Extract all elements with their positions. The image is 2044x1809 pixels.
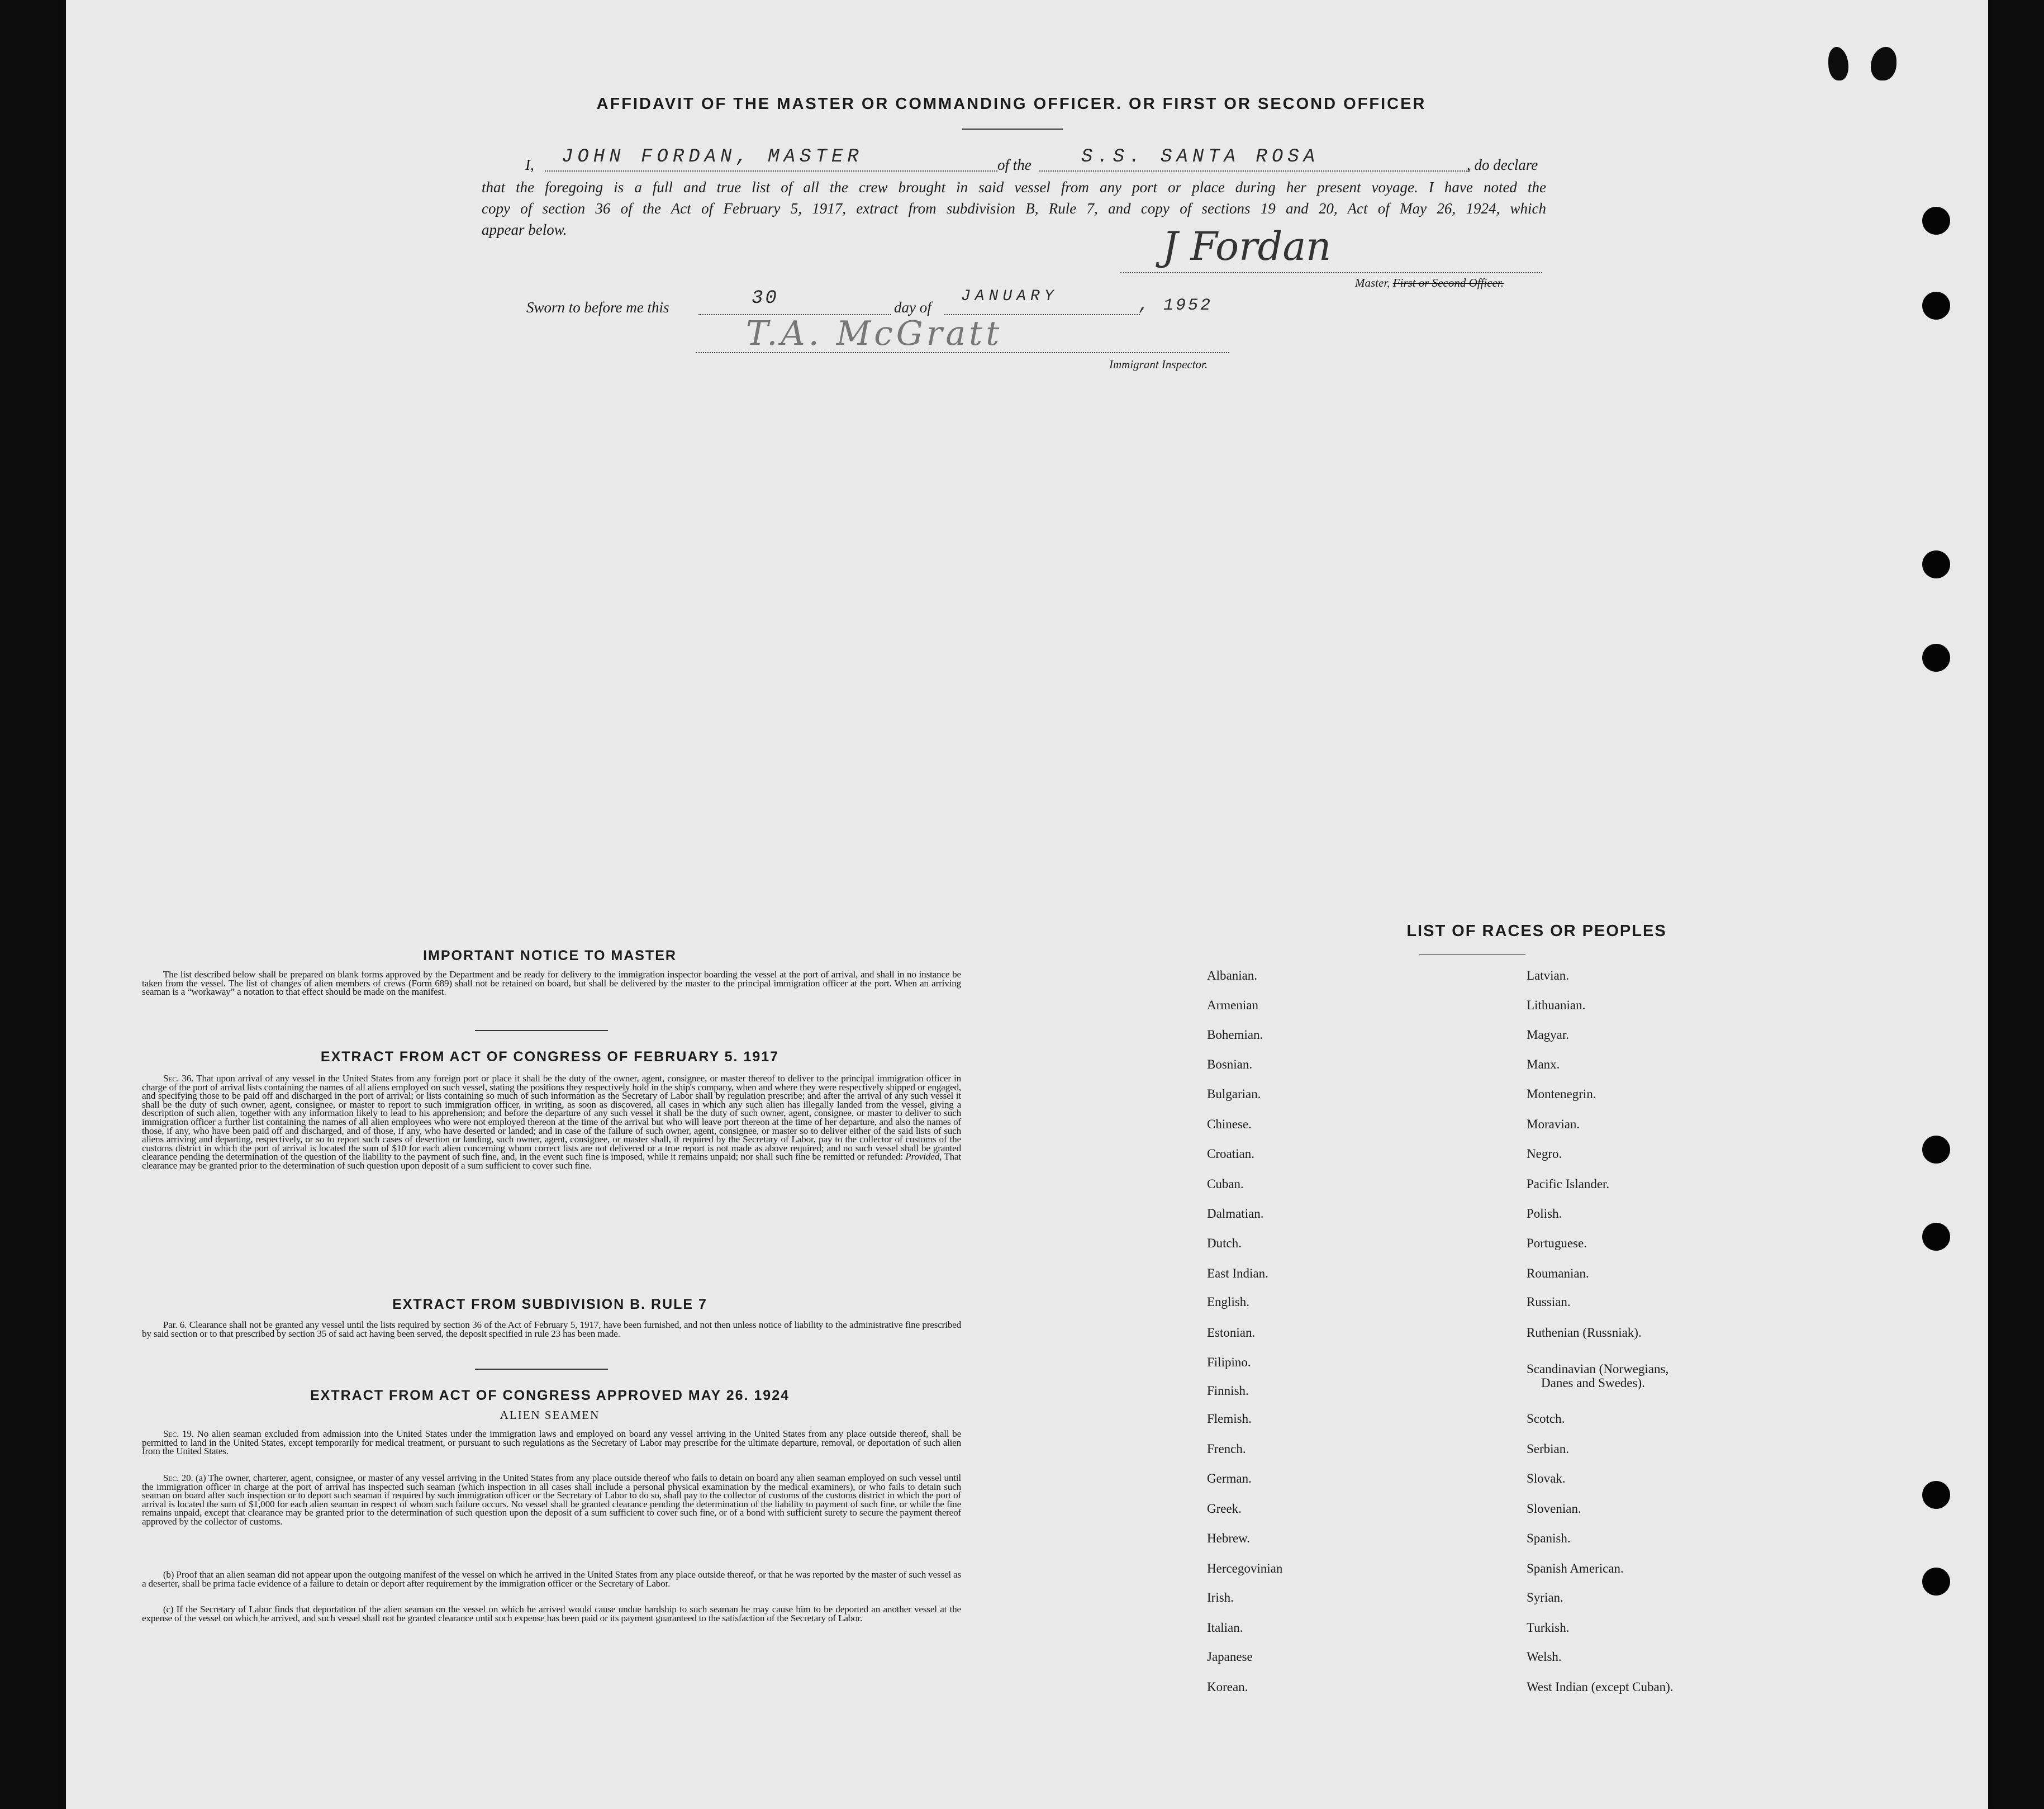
race-item: Japanese (1207, 1650, 1253, 1664)
race-item: Bosnian. (1207, 1057, 1253, 1071)
race-item: Finnish. (1207, 1384, 1249, 1398)
race-item: Slovenian. (1527, 1502, 1581, 1516)
document-page (66, 0, 1988, 1809)
affidavit-line1-prefix: I, (525, 156, 534, 173)
sec20a-body: (a) The owner, charterer, agent, consignee, or master of any vessel arriving in the United States from any place outside thereof who fails to detain on board any alien seaman employed on such vessel until the immigration officer in charge at the port of arrival has inspected such seaman (which inspection in all cases shall include a personal physical examination by the medical examiners), or who fails to detain such seaman on board after such inspection or to deport such seaman if required by such immigration officer or the Secretary of Labor to do so, shall pay to the collector of customs of the customs district in which the port of arrival is located the sum of $1,000 for each alien seaman in respect of whom such failure occurs. No vessel shall be granted clearance pending the determination of the liability to payment of such fine, or while the fine remains unpaid, except that clearance may be granted prior to the determination of such question upon the deposit of a sum sufficient to cover such fine, or of a bond with sufficient surety to secure the payment thereof approved by the collector of customs. (142, 1473, 961, 1527)
race-item: Bohemian. (1207, 1028, 1263, 1042)
affidavit-body-line4: appear below. (482, 221, 567, 238)
race-item: Spanish American. (1527, 1561, 1624, 1575)
race-item: Latvian. (1527, 968, 1569, 982)
race-item: Irish. (1207, 1590, 1234, 1604)
race-item: Dutch. (1207, 1236, 1242, 1250)
race-item: East Indian. (1207, 1266, 1268, 1280)
race-item: Scotch. (1527, 1412, 1565, 1426)
punch-hole (1922, 550, 1950, 578)
sec20a-text (142, 1474, 961, 1526)
punch-hole (1922, 207, 1950, 235)
divider (475, 1030, 608, 1031)
race-item: Syrian. (1527, 1590, 1563, 1604)
races-title: LIST OF RACES OR PEOPLES (1406, 922, 1667, 940)
sec19-body: No alien seaman excluded from admission into the United States under the immigration laws and employed on board any vessel arriving in the United States from any place outside thereof, shall be permitted to land in the United States, except temporarily for medical treatment, or pursuant to such regulations as the Secretary of Labor may prescribe for the ultimate departure, removal, or deportation of such alien from the United States. (142, 1428, 961, 1457)
race-item: Hebrew. (1207, 1531, 1251, 1545)
race-item: Turkish. (1527, 1621, 1570, 1635)
race-item: Manx. (1527, 1057, 1560, 1071)
signature-line (1120, 272, 1542, 273)
race-item: Roumanian. (1527, 1266, 1589, 1280)
race-item: Korean. (1207, 1680, 1248, 1694)
race-item: Italian. (1207, 1621, 1243, 1635)
race-item: Cuban. (1207, 1177, 1244, 1191)
inspector-signature: T.A. McGratt (746, 314, 1003, 353)
punch-hole (1922, 1568, 1950, 1596)
inspector-line (696, 352, 1229, 353)
race-item: Polish. (1527, 1207, 1562, 1221)
race-item: Spanish. (1527, 1531, 1571, 1545)
sworn-day-of: day of (894, 299, 931, 316)
punch-hole (1922, 292, 1950, 320)
race-item: Negro. (1527, 1147, 1562, 1161)
officer-label-struck: First or Second Officer. (1392, 276, 1504, 289)
notice-text: The list described below shall be prepared on blank forms approved by the Department and be ready for delivery to the immigration inspector boarding the vessel at the port of arrival, and shall in no instance be taken from the vessel. The list of changes of alien members of crews (Form 689) shall not be retained on board, but shall be delivered by the master to the principal immigration officer at the port. When an arriving seaman is a “workaway” a notation to that effect should be made on the manifest. (142, 969, 961, 998)
extract2-title: EXTRACT FROM SUBDIVISION B. RULE 7 (392, 1297, 707, 1312)
master-signature: J Fordan (1162, 224, 1332, 269)
sec19-label: Sec. 19. (163, 1428, 194, 1439)
race-item: Moravian. (1527, 1117, 1580, 1131)
master-name-line (545, 170, 997, 172)
extract3-subtitle: ALIEN SEAMEN (500, 1408, 600, 1422)
sec20c-text: (c) If the Secretary of Labor finds that deportation of the alien seaman on the vessel on which he arrived would cause undue hardship to such seaman he may cause him to be deported an another vessel at the expense of the vessel on which he arrived, and such vessel shall not be granted clearance until such expense has been paid or its payment guaranteed to the satisfaction of the Secretary of Labor. (142, 1604, 961, 1623)
race-item: Portuguese. (1527, 1236, 1587, 1250)
extract1-title: EXTRACT FROM ACT OF CONGRESS OF FEBRUARY 5. 1917 (320, 1049, 779, 1065)
race-item: Ruthenian (Russniak). (1527, 1326, 1642, 1340)
notice-title: IMPORTANT NOTICE TO MASTER (423, 948, 677, 963)
race-item: Croatian. (1207, 1147, 1254, 1161)
sworn-prefix: Sworn to before me this (526, 299, 669, 316)
race-item: Hercegovinian (1207, 1561, 1283, 1575)
punch-hole (1922, 1223, 1950, 1251)
race-item: Serbian. (1527, 1442, 1570, 1456)
divider (475, 1369, 608, 1370)
race-item: Greek. (1207, 1502, 1242, 1516)
race-item: Armenian (1207, 998, 1258, 1012)
race-item: Magyar. (1527, 1028, 1570, 1042)
punch-hole (1922, 1481, 1950, 1509)
race-item: Welsh. (1527, 1650, 1562, 1664)
inspector-label: Immigrant Inspector. (1109, 358, 1208, 371)
vessel-name: S.S. SANTA ROSA (1081, 146, 1320, 168)
sworn-year: , 1952 (1139, 296, 1213, 315)
extract1-text (142, 1074, 961, 1170)
race-item: Albanian. (1207, 968, 1258, 982)
extract1-tail: That clearance may be granted prior to the determination of such question upon deposit of a sum sufficient to cover such fine. (142, 1151, 961, 1171)
sec20-label: Sec. 20. (163, 1473, 193, 1483)
master-officer-label (1355, 276, 1504, 290)
race-item: Danes and Swedes). (1541, 1376, 1645, 1390)
punch-hole (1922, 1136, 1950, 1164)
race-item: Lithuanian. (1527, 998, 1586, 1012)
affidavit-declare: , do declare (1467, 156, 1538, 173)
punch-hole (1922, 644, 1950, 672)
sworn-month: JANUARY (961, 288, 1058, 305)
vessel-name-line (1039, 170, 1470, 172)
extract1-sec: Sec. 36. (163, 1073, 194, 1084)
race-item: German. (1207, 1471, 1252, 1485)
sec19-text (142, 1430, 961, 1456)
affidavit-body-line2: that the foregoing is a full and true list of all the crew brought in said vessel from any port or place during her present voyage. I have noted the (482, 179, 1546, 196)
race-item: Bulgarian. (1207, 1087, 1261, 1101)
sec20b-text: (b) Proof that an alien seaman did not appear upon the outgoing manifest of the vessel on which he arrived in the United States from any place outside thereof, or that he was reported by the master of such vessel as a deserter, shall be prima facie evidence of a failure to detain or deport after requirement by the immigration officer or the Secretary of Labor. (142, 1569, 961, 1589)
race-item: Flemish. (1207, 1412, 1252, 1426)
sworn-day: 30 (752, 288, 779, 309)
race-item: Montenegrin. (1527, 1087, 1596, 1101)
master-name: JOHN FORDAN, MASTER (562, 146, 863, 168)
extract1-body: That upon arrival of any vessel in the United States from any foreign port or place it shall be the duty of the owner, agent, consignee, or master thereof to deliver to the principal immigration officer in charge of the port of arrival lists containing the names of all aliens employed on such vessel, stating the positions they respectively hold in the ship's company, when and where they were respectively shipped or engaged, and specifying those to be paid off and discharged in the port of arrival; or lists containing so much of such information as the Secretary of Labor shall by regulation prescribe; and after the arrival of any such vessel it shall be the duty of such owner, agent, consignee, or master to report to such immigration officer, in writing, as soon as discovered, all cases in which any such alien has illegally landed from the vessel, giving a description of such alien, together with any information likely to lead to his apprehension; and before the departure of any such vessel it shall be the duty of such owner, agent, consignee, or master to deliver to such immigration officer a further list containing the names of all alien employees who were not employed thereon at the time of the arrival but who will leave port thereon at the time of her departure, and also the names of those, if any, who have been paid off and discharged, and of those, if any, who have deserted or landed; and in case of the failure of such owner, agent, consignee, or master so to deliver either of the said lists of such aliens arriving and departing, respectively, or so to report such cases of desertion or landing, such owner, agent, consignee, or master shall, if required by the Secretary of Labor, pay to the collector of customs of the customs district in which the port of arrival is located the sum of $10 for each alien concerning whom correct lists are not delivered or a true report is not made as above required; and no such vessel shall be granted clearance pending the determination of the question of the liability to the payment of such fine, and, in the event such fine is imposed, while it remains unpaid; nor shall such fine be remitted or refunded: (142, 1073, 962, 1162)
divider (1419, 954, 1525, 955)
affidavit-title: AFFIDAVIT OF THE MASTER OR COMMANDING OFFICER. OR FIRST OR SECOND OFFICER (596, 95, 1427, 113)
race-item: Pacific Islander. (1527, 1177, 1610, 1191)
race-item: West Indian (except Cuban). (1527, 1680, 1674, 1694)
race-item: Slovak. (1527, 1471, 1566, 1485)
race-item: Russian. (1527, 1295, 1571, 1309)
divider (962, 129, 1063, 130)
affidavit-of-the: of the (997, 156, 1031, 173)
race-item: English. (1207, 1295, 1250, 1309)
race-item: Filipino. (1207, 1355, 1251, 1369)
extract3-title: EXTRACT FROM ACT OF CONGRESS APPROVED MAY 26. 1924 (310, 1388, 790, 1403)
race-item: Dalmatian. (1207, 1207, 1264, 1221)
extract2-text: Par. 6. Clearance shall not be granted any vessel until the lists required by section 36 of the Act of February 5, 1917, have been furnished, and not then unless notice of liability to the administrative fine prescribed by said section or to that prescribed by section 35 of said act having been served, the deposit specified in rule 23 has been made. (142, 1319, 961, 1339)
race-item: Estonian. (1207, 1326, 1256, 1340)
extract1-provided: Provided, (905, 1151, 942, 1162)
race-item: Scandinavian (Norwegians, (1527, 1362, 1669, 1376)
race-item: French. (1207, 1442, 1246, 1456)
race-item: Chinese. (1207, 1117, 1252, 1131)
master-label: Master, (1355, 276, 1390, 289)
affidavit-body-line3: copy of section 36 of the Act of February 5, 1917, extract from subdivision B, Rule 7, and copy of sections 19 and 20, Act of May 26, 1924, which (482, 200, 1546, 217)
